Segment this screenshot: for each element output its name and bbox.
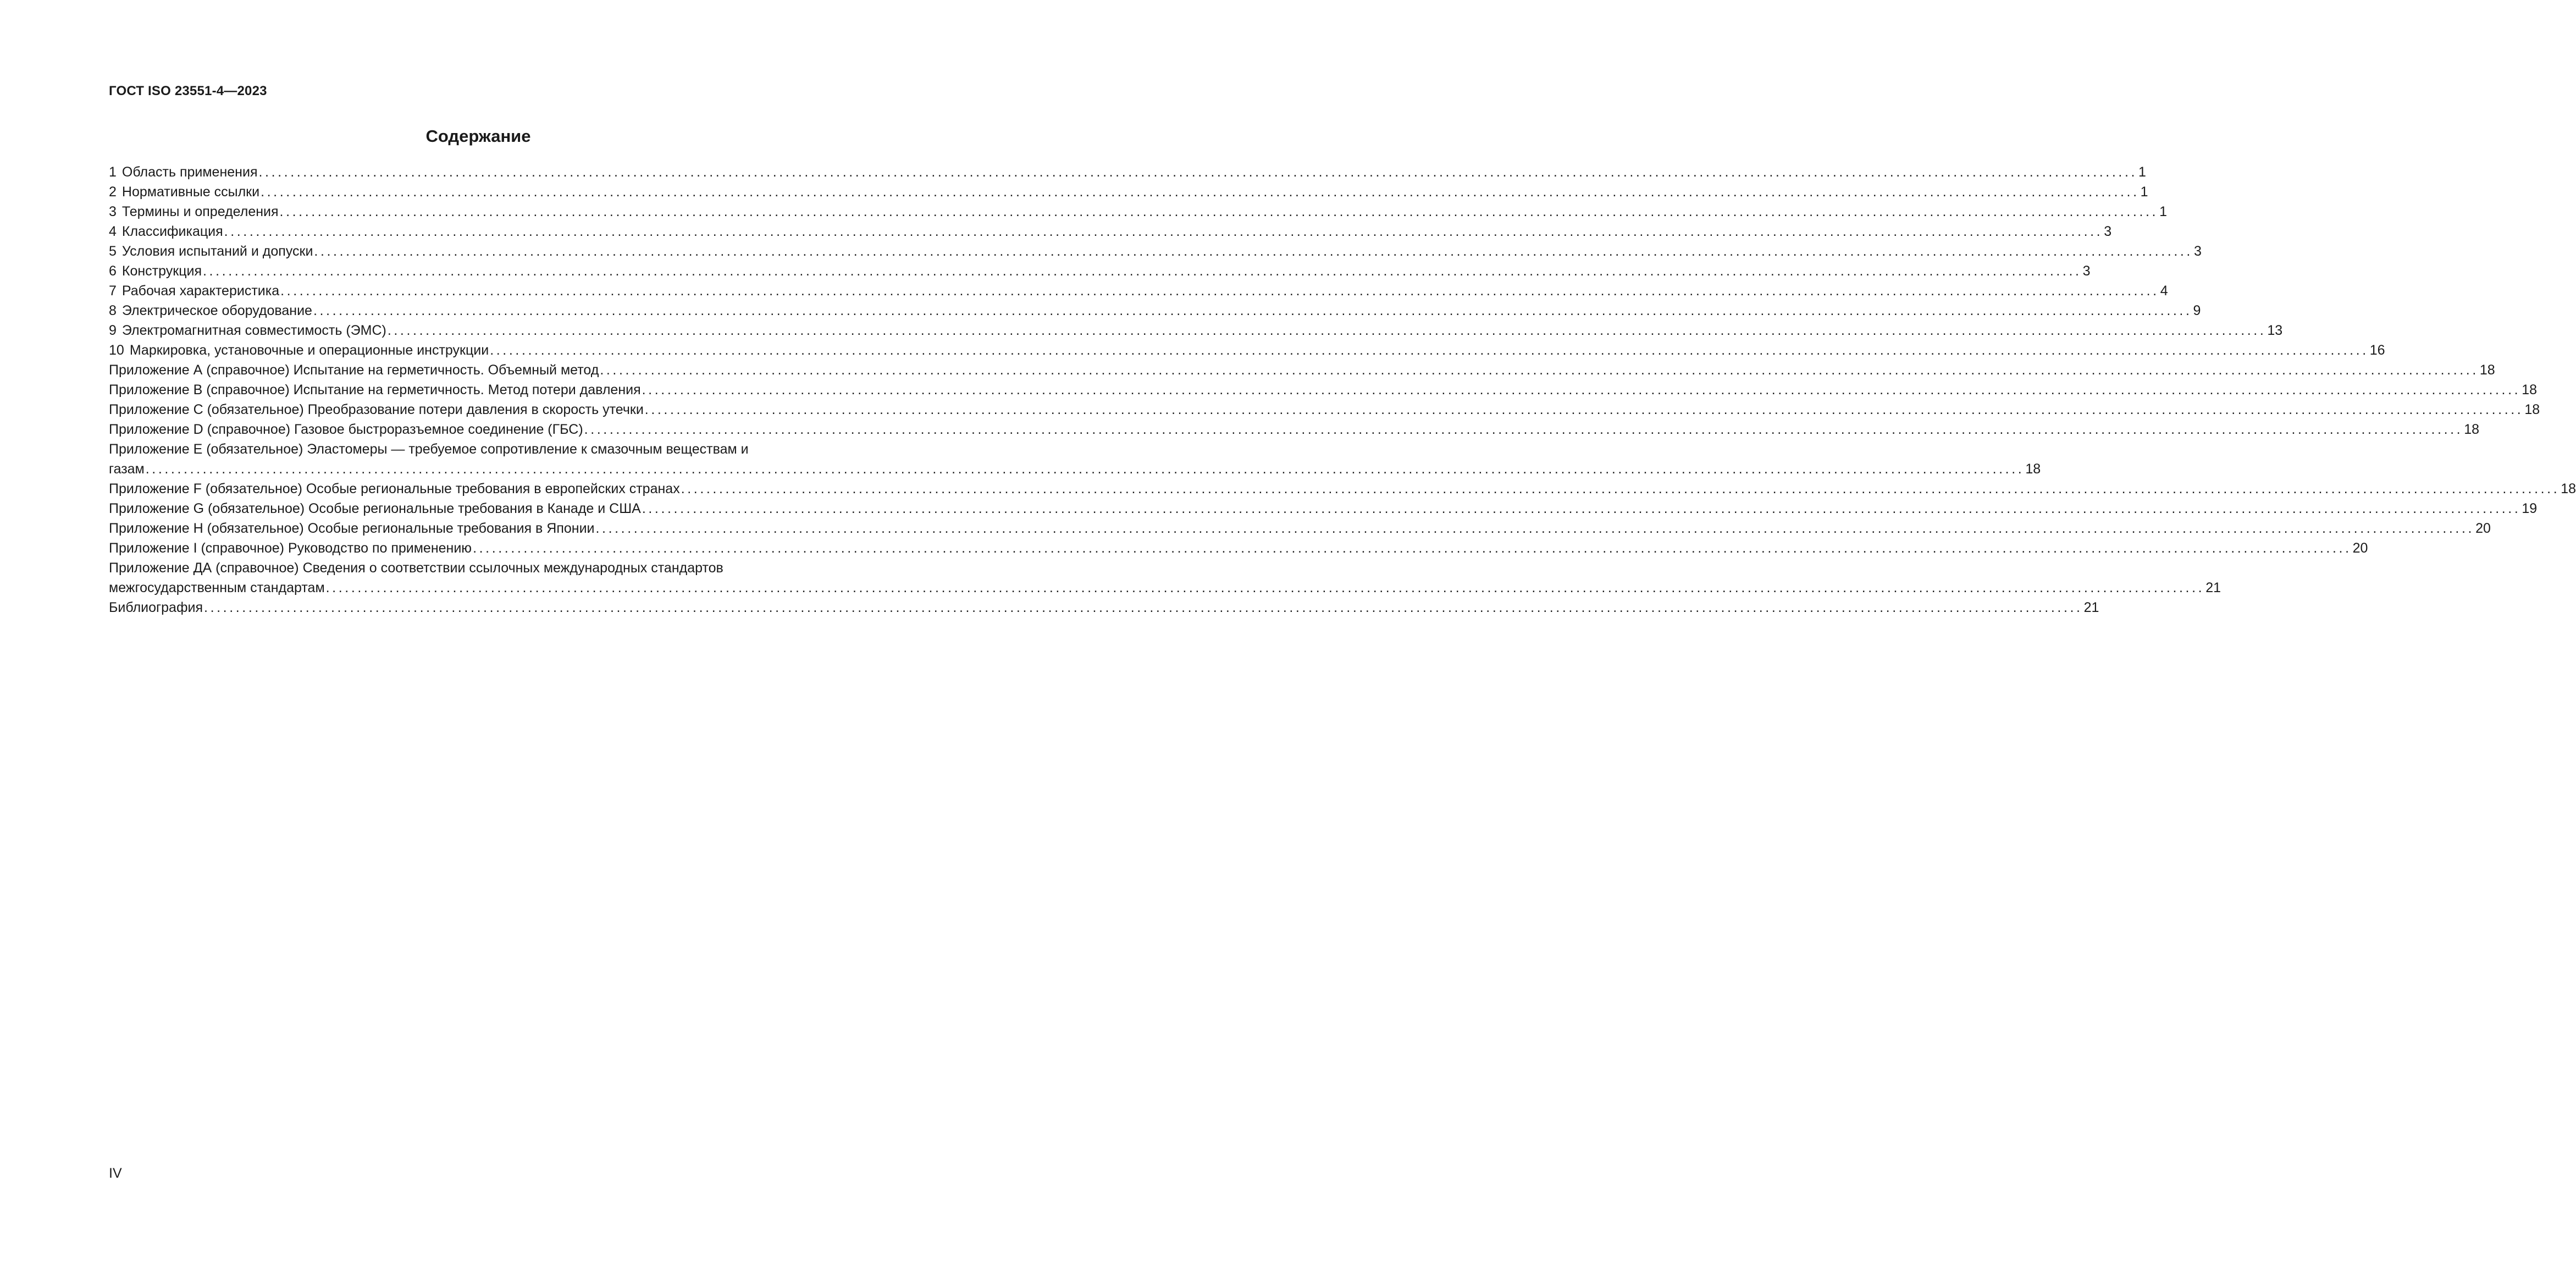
toc-entry-text bbox=[109, 400, 644, 420]
toc-entry-line bbox=[109, 281, 2168, 301]
toc-dot-leader bbox=[599, 360, 2479, 380]
toc-entry-page: 20 bbox=[2475, 521, 2491, 536]
toc-entry-number: 4 bbox=[109, 224, 117, 239]
toc-entry-text bbox=[109, 499, 641, 518]
toc-dot-leader bbox=[583, 420, 2463, 439]
toc-entry-line bbox=[109, 321, 2283, 340]
toc-entry-line bbox=[109, 420, 2480, 439]
toc-entry-label: Приложение G (обязательное) Особые региональные требования в Канаде и США bbox=[109, 501, 641, 516]
toc-entry-label: Приложение А (справочное) Испытание на герметичность. Объемный метод bbox=[109, 362, 599, 378]
toc-entry-line bbox=[109, 598, 2099, 617]
toc-entry-number: 3 bbox=[109, 204, 117, 219]
toc-entry-page: 1 bbox=[2159, 204, 2167, 219]
toc-entry-number: 1 bbox=[109, 164, 117, 180]
toc-entry[interactable] bbox=[109, 162, 2146, 182]
toc-dot-leader bbox=[641, 380, 2521, 400]
toc-entry-number: 5 bbox=[109, 244, 117, 259]
toc-entry-label: Приложение D (справочное) Газовое быстроразъемное соединение (ГБС) bbox=[109, 422, 583, 437]
toc-entry[interactable] bbox=[109, 479, 2576, 499]
toc-entry[interactable] bbox=[109, 321, 2283, 340]
toc-entry-label: Электрическое оборудование bbox=[121, 303, 312, 318]
toc-entry-label: газам bbox=[109, 461, 145, 477]
toc-entry-page: 21 bbox=[2083, 600, 2099, 615]
toc-entry-text bbox=[109, 162, 257, 182]
toc-entry-line bbox=[109, 400, 2540, 420]
toc-entry-number: 8 bbox=[109, 303, 117, 318]
toc-dot-leader bbox=[202, 261, 2082, 281]
toc-dot-leader bbox=[680, 479, 2560, 499]
toc-entry-title-line: Приложение ДА (справочное) Сведения о соответствии ссылочных международных стандартов bbox=[109, 560, 723, 576]
toc-entry-text bbox=[109, 301, 312, 321]
toc-entry-text bbox=[109, 459, 145, 479]
toc-entry-page: 1 bbox=[2140, 184, 2148, 200]
toc-entry-text bbox=[109, 202, 279, 222]
toc-entry-number: 6 bbox=[109, 263, 117, 279]
document-code: ГОСТ ISO 23551-4—2023 bbox=[109, 84, 267, 98]
toc-entry-line bbox=[109, 380, 2538, 400]
toc-entry-line bbox=[109, 182, 2148, 202]
toc-entry-text bbox=[109, 578, 325, 598]
toc-entry-page: 18 bbox=[2479, 362, 2495, 378]
toc-entry[interactable] bbox=[109, 420, 2480, 439]
toc-entry-page: 19 bbox=[2522, 501, 2538, 516]
toc-entry-label: Приложение С (обязательное) Преобразование потери давления в скорость утечки bbox=[109, 402, 644, 417]
toc-entry-label: Электромагнитная совместимость (ЭМС) bbox=[121, 323, 386, 338]
toc-entry-label: межгосударственным стандартам bbox=[109, 580, 325, 595]
toc-entry-label: Классификация bbox=[121, 224, 223, 239]
toc-entry-text bbox=[109, 420, 583, 439]
toc-entry-text bbox=[109, 222, 223, 241]
toc-entry-page: 18 bbox=[2522, 382, 2538, 398]
toc-entry-text bbox=[109, 321, 386, 340]
toc-dot-leader bbox=[279, 202, 2159, 222]
toc-entry-text bbox=[109, 538, 472, 558]
toc-entry-label: Приложение В (справочное) Испытание на герметичность. Метод потери давления bbox=[109, 382, 641, 398]
toc-entry[interactable] bbox=[109, 340, 2385, 360]
toc-entry-line bbox=[109, 518, 2491, 538]
toc-entry-label: Приложение Н (обязательное) Особые региональные требования в Японии bbox=[109, 521, 595, 536]
toc-entry-page: 18 bbox=[2025, 461, 2041, 477]
toc-entry-number: 10 bbox=[109, 343, 124, 358]
page-number: IV bbox=[109, 1166, 122, 1181]
toc-entry-page: 9 bbox=[2193, 303, 2201, 318]
toc-entry-page: 18 bbox=[2524, 402, 2540, 417]
toc-entry-text bbox=[109, 518, 595, 538]
toc-entry-line bbox=[109, 261, 2091, 281]
toc-entry-label: Приложение F (обязательное) Особые региональные требования в европейских странах bbox=[109, 481, 680, 496]
toc-entry-page: 16 bbox=[2369, 343, 2385, 358]
toc-entry-label: Рабочая характеристика bbox=[121, 283, 280, 299]
toc-entry-line bbox=[109, 578, 2221, 598]
toc-entry-page: 3 bbox=[2082, 263, 2091, 279]
toc-entry-page: 4 bbox=[2160, 283, 2168, 299]
toc-entry-line bbox=[109, 162, 2146, 182]
toc-entry-label: Приложение I (справочное) Руководство по применению bbox=[109, 540, 472, 556]
table-of-contents bbox=[109, 162, 2576, 617]
toc-entry-page: 18 bbox=[2561, 481, 2576, 496]
toc-entry-number: 2 bbox=[109, 184, 117, 200]
toc-entry[interactable] bbox=[109, 439, 2041, 479]
toc-entry-label: Условия испытаний и допуски bbox=[121, 244, 313, 259]
toc-entry[interactable] bbox=[109, 499, 2538, 518]
toc-dot-leader bbox=[641, 499, 2521, 518]
toc-entry-text bbox=[109, 241, 313, 261]
toc-entry-page: 18 bbox=[2464, 422, 2480, 437]
toc-entry-line bbox=[109, 538, 2368, 558]
toc-entry-text bbox=[109, 380, 641, 400]
toc-entry-text bbox=[109, 598, 203, 617]
toc-dot-leader bbox=[489, 340, 2369, 360]
toc-entry[interactable] bbox=[109, 400, 2540, 420]
toc-entry-text bbox=[109, 340, 489, 360]
toc-entry-title-line: Приложение Е (обязательное) Эластомеры — требуемое сопротивление к смазочным веществам и bbox=[109, 441, 749, 457]
toc-entry-text bbox=[109, 261, 202, 281]
toc-dot-leader bbox=[312, 301, 2192, 321]
toc-entry-label: Термины и определения bbox=[121, 204, 279, 219]
toc-entry-page: 20 bbox=[2352, 540, 2368, 556]
toc-entry[interactable] bbox=[109, 182, 2148, 202]
toc-entry[interactable] bbox=[109, 538, 2368, 558]
toc-dot-leader bbox=[386, 321, 2267, 340]
toc-entry-line bbox=[109, 340, 2385, 360]
toc-dot-leader bbox=[257, 162, 2137, 182]
toc-entry-page: 21 bbox=[2205, 580, 2221, 595]
toc-entry-label: Маркировка, установочные и операционные инструкции bbox=[129, 343, 489, 358]
toc-title: Содержание bbox=[425, 126, 531, 146]
toc-entry[interactable] bbox=[109, 558, 2221, 598]
toc-dot-leader bbox=[313, 241, 2193, 261]
toc-dot-leader bbox=[644, 400, 2524, 420]
toc-entry-line bbox=[109, 202, 2167, 222]
toc-entry-line bbox=[109, 222, 2112, 241]
toc-dot-leader bbox=[223, 222, 2103, 241]
toc-entry-text bbox=[109, 281, 279, 301]
toc-entry-label: Нормативные ссылки bbox=[121, 184, 260, 200]
toc-entry-page: 3 bbox=[2193, 244, 2202, 259]
toc-entry-line bbox=[109, 479, 2576, 499]
toc-entry-number: 9 bbox=[109, 323, 117, 338]
toc-entry-page: 1 bbox=[2138, 164, 2146, 180]
toc-entry-line bbox=[109, 360, 2495, 380]
toc-entry[interactable] bbox=[109, 360, 2495, 380]
toc-dot-leader bbox=[145, 459, 2025, 479]
toc-dot-leader bbox=[203, 598, 2083, 617]
toc-entry[interactable] bbox=[109, 301, 2201, 321]
toc-entry-label: Конструкция bbox=[121, 263, 202, 279]
toc-dot-leader bbox=[325, 578, 2205, 598]
toc-entry-text bbox=[109, 360, 599, 380]
toc-entry-line bbox=[109, 241, 2202, 261]
toc-entry[interactable] bbox=[109, 281, 2168, 301]
toc-dot-leader bbox=[595, 518, 2475, 538]
toc-entry-line bbox=[109, 301, 2201, 321]
toc-dot-leader bbox=[279, 281, 2159, 301]
toc-entry-label: Библиография bbox=[109, 600, 203, 615]
toc-entry-number: 7 bbox=[109, 283, 117, 299]
toc-entry[interactable] bbox=[109, 598, 2099, 617]
toc-entry[interactable] bbox=[109, 202, 2167, 222]
toc-dot-leader bbox=[259, 182, 2140, 202]
toc-entry-page: 3 bbox=[2104, 224, 2112, 239]
toc-entry-text bbox=[109, 479, 680, 499]
toc-entry[interactable] bbox=[109, 241, 2202, 261]
toc-entry-line bbox=[109, 499, 2538, 518]
toc-dot-leader bbox=[472, 538, 2352, 558]
toc-entry[interactable] bbox=[109, 518, 2491, 538]
toc-entry[interactable] bbox=[109, 222, 2112, 241]
toc-entry-text bbox=[109, 182, 259, 202]
toc-entry-line bbox=[109, 459, 2041, 479]
toc-entry[interactable] bbox=[109, 261, 2091, 281]
toc-entry-page: 13 bbox=[2267, 323, 2283, 338]
toc-entry-label: Область применения bbox=[121, 164, 258, 180]
toc-entry[interactable] bbox=[109, 380, 2538, 400]
